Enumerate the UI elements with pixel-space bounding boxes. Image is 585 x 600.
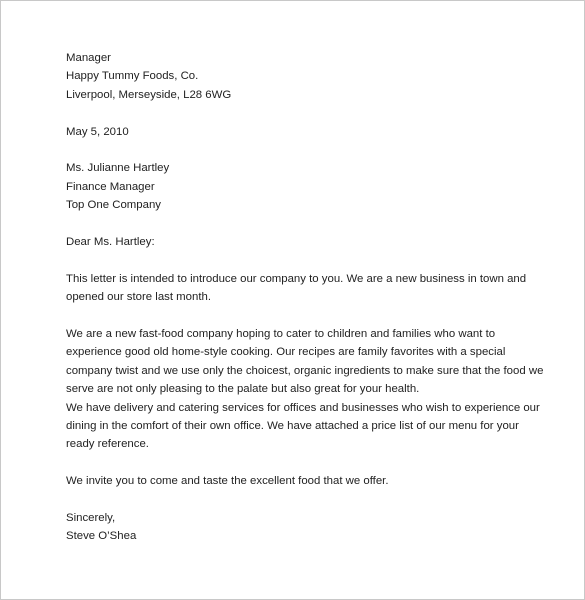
recipient-company: Top One Company bbox=[66, 199, 161, 211]
body-paragraph-2-line-3: company twist and we use only the choicest, organic ingredients to make sure that the food we bbox=[66, 365, 544, 377]
body-paragraph-4-line-1: We invite you to come and taste the excellent food that we offer. bbox=[66, 475, 389, 487]
closing: Sincerely, bbox=[66, 512, 116, 524]
body-paragraph-1-line-2: opened our store last month. bbox=[66, 291, 212, 303]
salutation: Dear Ms. Hartley: bbox=[66, 236, 155, 248]
letter-date: May 5, 2010 bbox=[66, 126, 129, 138]
body-paragraph-2-line-2: experience good old home-style cooking. Our recipes are family favorites with a special bbox=[66, 346, 506, 358]
body-paragraph-1-line-1: This letter is intended to introduce our company to you. We are a new business in town and bbox=[66, 273, 527, 285]
recipient-title: Finance Manager bbox=[66, 181, 155, 193]
recipient-name: Ms. Julianne Hartley bbox=[66, 162, 170, 174]
sender-company: Happy Tummy Foods, Co. bbox=[66, 70, 199, 82]
body-paragraph-3-line-1: We have delivery and catering services for offices and businesses who wish to experience our bbox=[66, 402, 540, 414]
sender-address: Liverpool, Merseyside, L28 6WG bbox=[66, 89, 232, 101]
signature-name: Steve O’Shea bbox=[66, 530, 137, 542]
body-paragraph-3-line-2: dining in the comfort of their own office. We have attached a price list of our menu for your bbox=[66, 420, 519, 432]
body-paragraph-2-line-4: serve are not only pleasing to the palate but also great for your health. bbox=[66, 383, 420, 395]
body-paragraph-3-line-3: ready reference. bbox=[66, 438, 149, 450]
sender-title: Manager bbox=[66, 52, 111, 64]
body-paragraph-2-line-1: We are a new fast-food company hoping to cater to children and families who want to bbox=[66, 328, 496, 340]
